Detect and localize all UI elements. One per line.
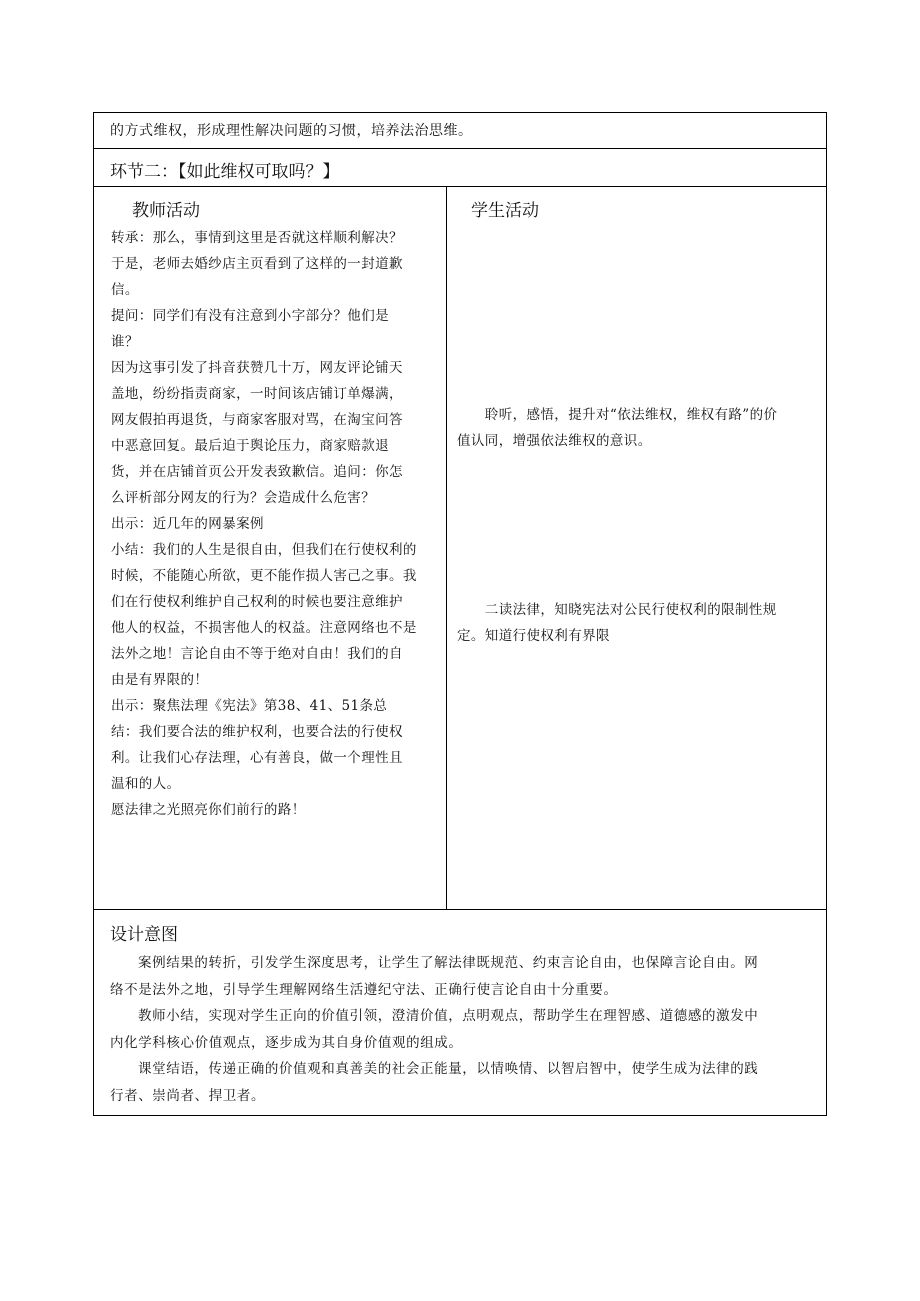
design-line: 课堂结语，传递正确的价值观和真善美的社会正能量，以情唤情、以智启智中，使学生成为法律的践 bbox=[138, 1061, 759, 1077]
teacher-line: 网友假拍再退货，与商家客服对骂，在淘宝问答 bbox=[111, 412, 403, 428]
design-line: 络不是法外之地，引导学生理解网络生活遵纪守法、正确行使言论自由十分重要。 bbox=[110, 981, 618, 998]
teacher-activity-text bbox=[111, 225, 436, 823]
design-intent-row bbox=[94, 910, 826, 1115]
student-activity-heading: 学生活动 bbox=[471, 201, 539, 221]
teacher-line: 转承：那么，事情到这里是否就这样顺利解决？ bbox=[111, 230, 403, 246]
student-activity-block-2 bbox=[457, 597, 817, 649]
teacher-activity-heading: 教师活动 bbox=[132, 201, 200, 221]
teacher-activity-cell bbox=[94, 187, 447, 909]
teacher-line: 盖地，纷纷指责商家，一时间该店铺订单爆满， bbox=[111, 386, 403, 402]
section-title-row bbox=[94, 149, 826, 187]
design-intent-text bbox=[110, 950, 815, 1109]
continued-text: 的方式维权，形成理性解决问题的习惯，培养法治思维。 bbox=[110, 123, 473, 139]
teacher-line: 于是，老师去婚纱店主页看到了这样的一封道歉 bbox=[111, 256, 403, 272]
teacher-line: 谁？ bbox=[111, 334, 139, 350]
student-line: 二读法律，知晓宪法对公民行使权利的限制性规 bbox=[457, 602, 777, 618]
teacher-line: 提问：同学们有没有注意到小字部分？他们是 bbox=[111, 308, 389, 324]
design-intent-heading: 设计意图 bbox=[110, 925, 178, 945]
design-line: 行者、崇尚者、捍卫者。 bbox=[110, 1087, 266, 1104]
student-activity-cell bbox=[447, 187, 826, 909]
teacher-line: 信。 bbox=[111, 282, 139, 298]
teacher-line: 利。让我们心存法理，心有善良，做一个理性且 bbox=[111, 750, 403, 766]
teacher-line: 们在行使权利维护自己权利的时候也要注意维护 bbox=[111, 594, 403, 610]
teacher-line: 他人的权益，不损害他人的权益。注意网络也不是 bbox=[111, 620, 417, 636]
teacher-line: 中恶意回复。最后迫于舆论压力，商家赔款退 bbox=[111, 438, 389, 454]
teacher-line: 愿法律之光照亮你们前行的路！ bbox=[111, 802, 306, 818]
design-line: 案例结果的转折，引发学生深度思考，让学生了解法律既规范、约束言论自由，也保障言论自由。网 bbox=[138, 955, 759, 971]
student-line: 定。知道行使权利有界限 bbox=[457, 628, 610, 644]
teacher-line: 时候，不能随心所欲，更不能作损人害己之事。我 bbox=[111, 568, 417, 584]
lesson-table bbox=[93, 112, 827, 1116]
teacher-line: 小结：我们的人生是很自由，但我们在行使权利的 bbox=[111, 542, 417, 558]
teacher-line: 温和的人。 bbox=[111, 776, 181, 792]
section-title: 环节二：【如此维权可取吗？】 bbox=[110, 162, 340, 182]
teacher-line: 货，并在店铺首页公开发表致歉信。追问：你怎 bbox=[111, 464, 403, 480]
teacher-line: 出示：聚焦法理《宪法》第38、41、51条总 bbox=[111, 698, 388, 714]
design-line: 教师小结，实现对学生正向的价值引领，澄清价值，点明观点，帮助学生在理智感、道德感的激发中 bbox=[138, 1008, 759, 1024]
teacher-line: 么评析部分网友的行为？会造成什么危害？ bbox=[111, 490, 376, 506]
design-line: 内化学科核心价值观点，逐步成为其自身价值观的组成。 bbox=[110, 1034, 463, 1051]
student-line: 聆听，感悟，提升对“依法维权，维权有路”的价 bbox=[457, 407, 778, 423]
student-line: 值认同，增强依法维权的意识。 bbox=[457, 433, 652, 449]
teacher-line: 因为这事引发了抖音获赞几十万，网友评论铺天 bbox=[111, 360, 403, 376]
student-activity-block-1 bbox=[457, 402, 817, 454]
activity-row bbox=[94, 187, 826, 910]
continued-row bbox=[94, 113, 826, 149]
teacher-line: 法外之地！言论自由不等于绝对自由！我们的自 bbox=[111, 646, 403, 662]
teacher-line: 由是有界限的！ bbox=[111, 672, 209, 688]
teacher-line: 出示：近几年的网暴案例 bbox=[111, 516, 264, 532]
teacher-line: 结：我们要合法的维护权利，也要合法的行使权 bbox=[111, 724, 403, 740]
